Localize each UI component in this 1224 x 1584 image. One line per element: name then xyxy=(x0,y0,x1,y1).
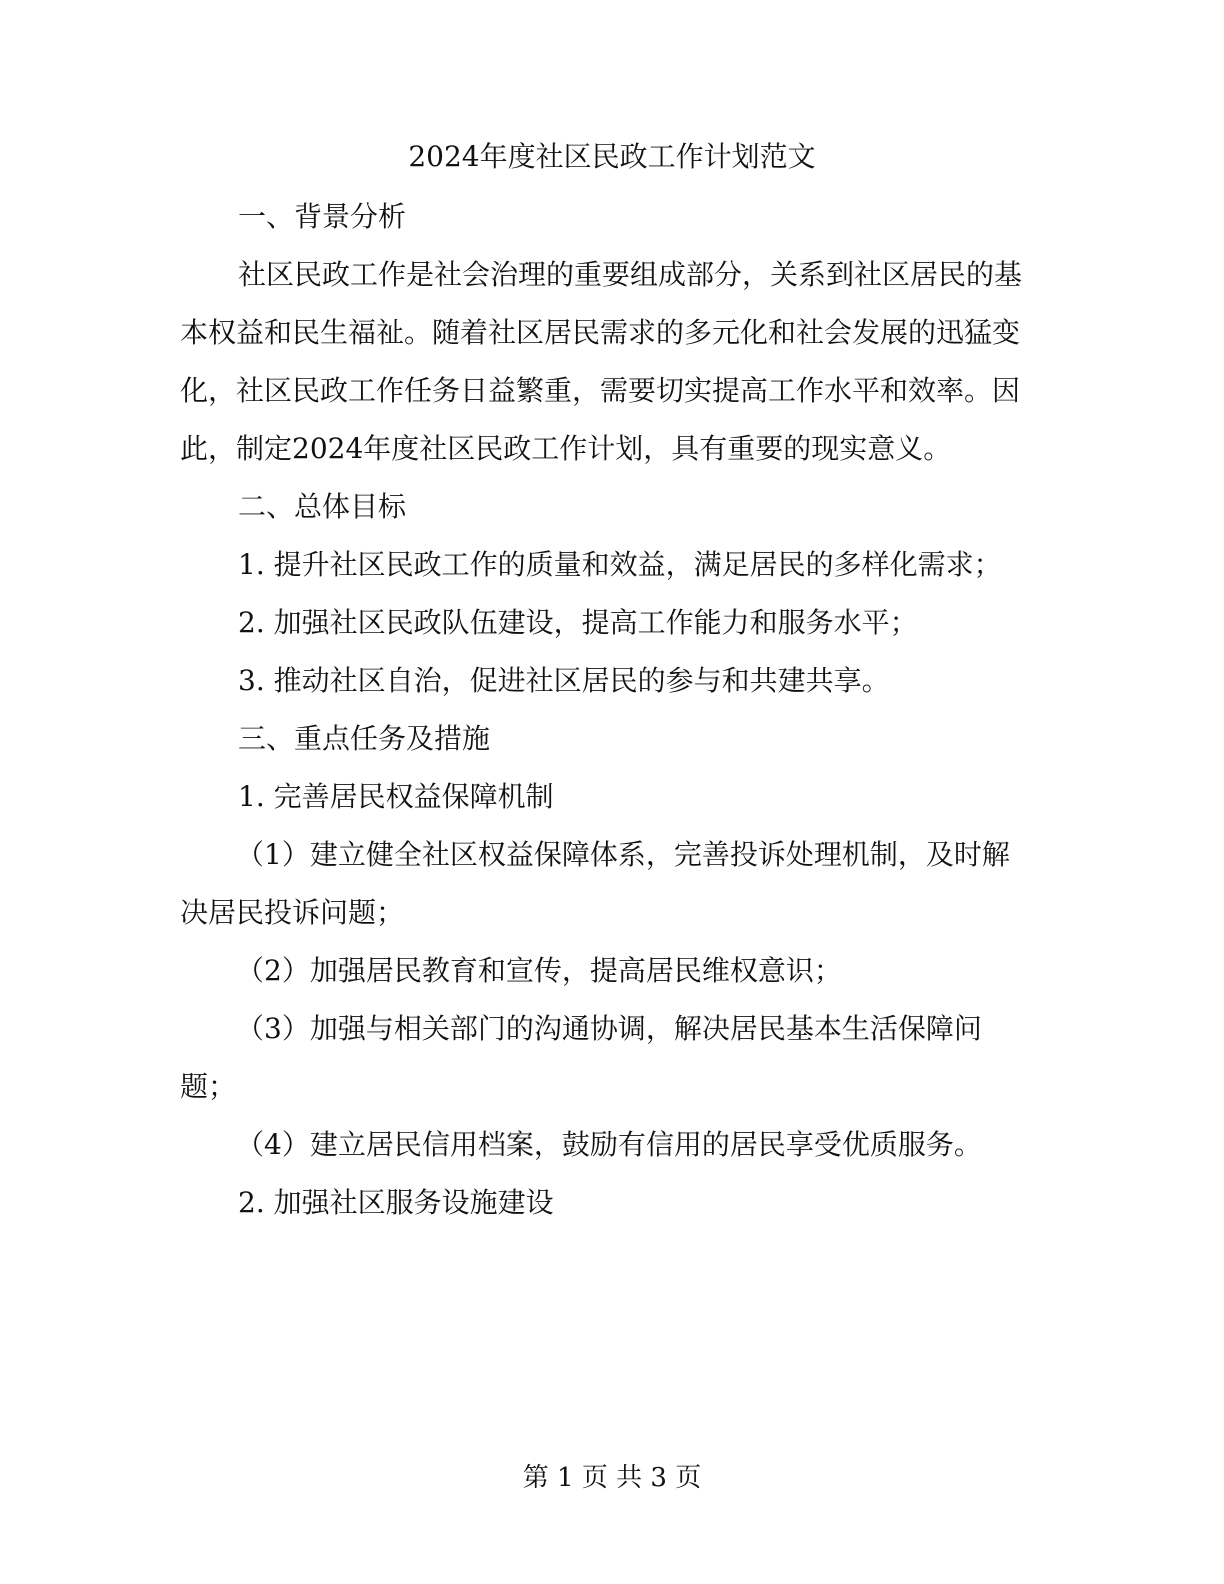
document-body xyxy=(180,188,1030,1232)
section-heading-background: 一、背景分析 xyxy=(238,200,407,233)
task-heading-1: 1. 完善居民权益保障机制 xyxy=(238,780,554,813)
goal-item-2: 2. 加强社区民政队伍建设，提高工作能力和服务水平； xyxy=(238,606,918,639)
page-number-footer: 第 1 页 共 3 页 xyxy=(522,1463,702,1493)
background-paragraph: 社区民政工作是社会治理的重要组成部分，关系到社区居民的基本权益和民生福祉。随着社区居民需求的多元化和社会发展的迅猛变化，社区民政工作任务日益繁重，需要切实提高工作水平和效率。因此，制定2024年度社区民政工作计划，具有重要的现实意义。 xyxy=(180,258,1023,465)
task-item-1-4: （4）建立居民信用档案，鼓励有信用的居民享受优质服务。 xyxy=(236,1128,982,1161)
section-heading-goals: 二、总体目标 xyxy=(238,490,407,523)
task-item-1-3: （3）加强与相关部门的沟通协调，解决居民基本生活保障问题； xyxy=(180,1012,982,1103)
task-heading-2: 2. 加强社区服务设施建设 xyxy=(238,1186,554,1219)
goal-item-3: 3. 推动社区自治，促进社区居民的参与和共建共享。 xyxy=(238,664,890,697)
goal-item-1: 1. 提升社区民政工作的质量和效益，满足居民的多样化需求； xyxy=(238,548,1002,581)
document-title: 2024年度社区民政工作计划范文 xyxy=(408,140,816,173)
task-item-1-1: （1）建立健全社区权益保障体系，完善投诉处理机制，及时解决居民投诉问题； xyxy=(180,838,1010,929)
task-item-1-2: （2）加强居民教育和宣传，提高居民维权意识； xyxy=(236,954,842,987)
section-heading-tasks: 三、重点任务及措施 xyxy=(238,722,491,755)
